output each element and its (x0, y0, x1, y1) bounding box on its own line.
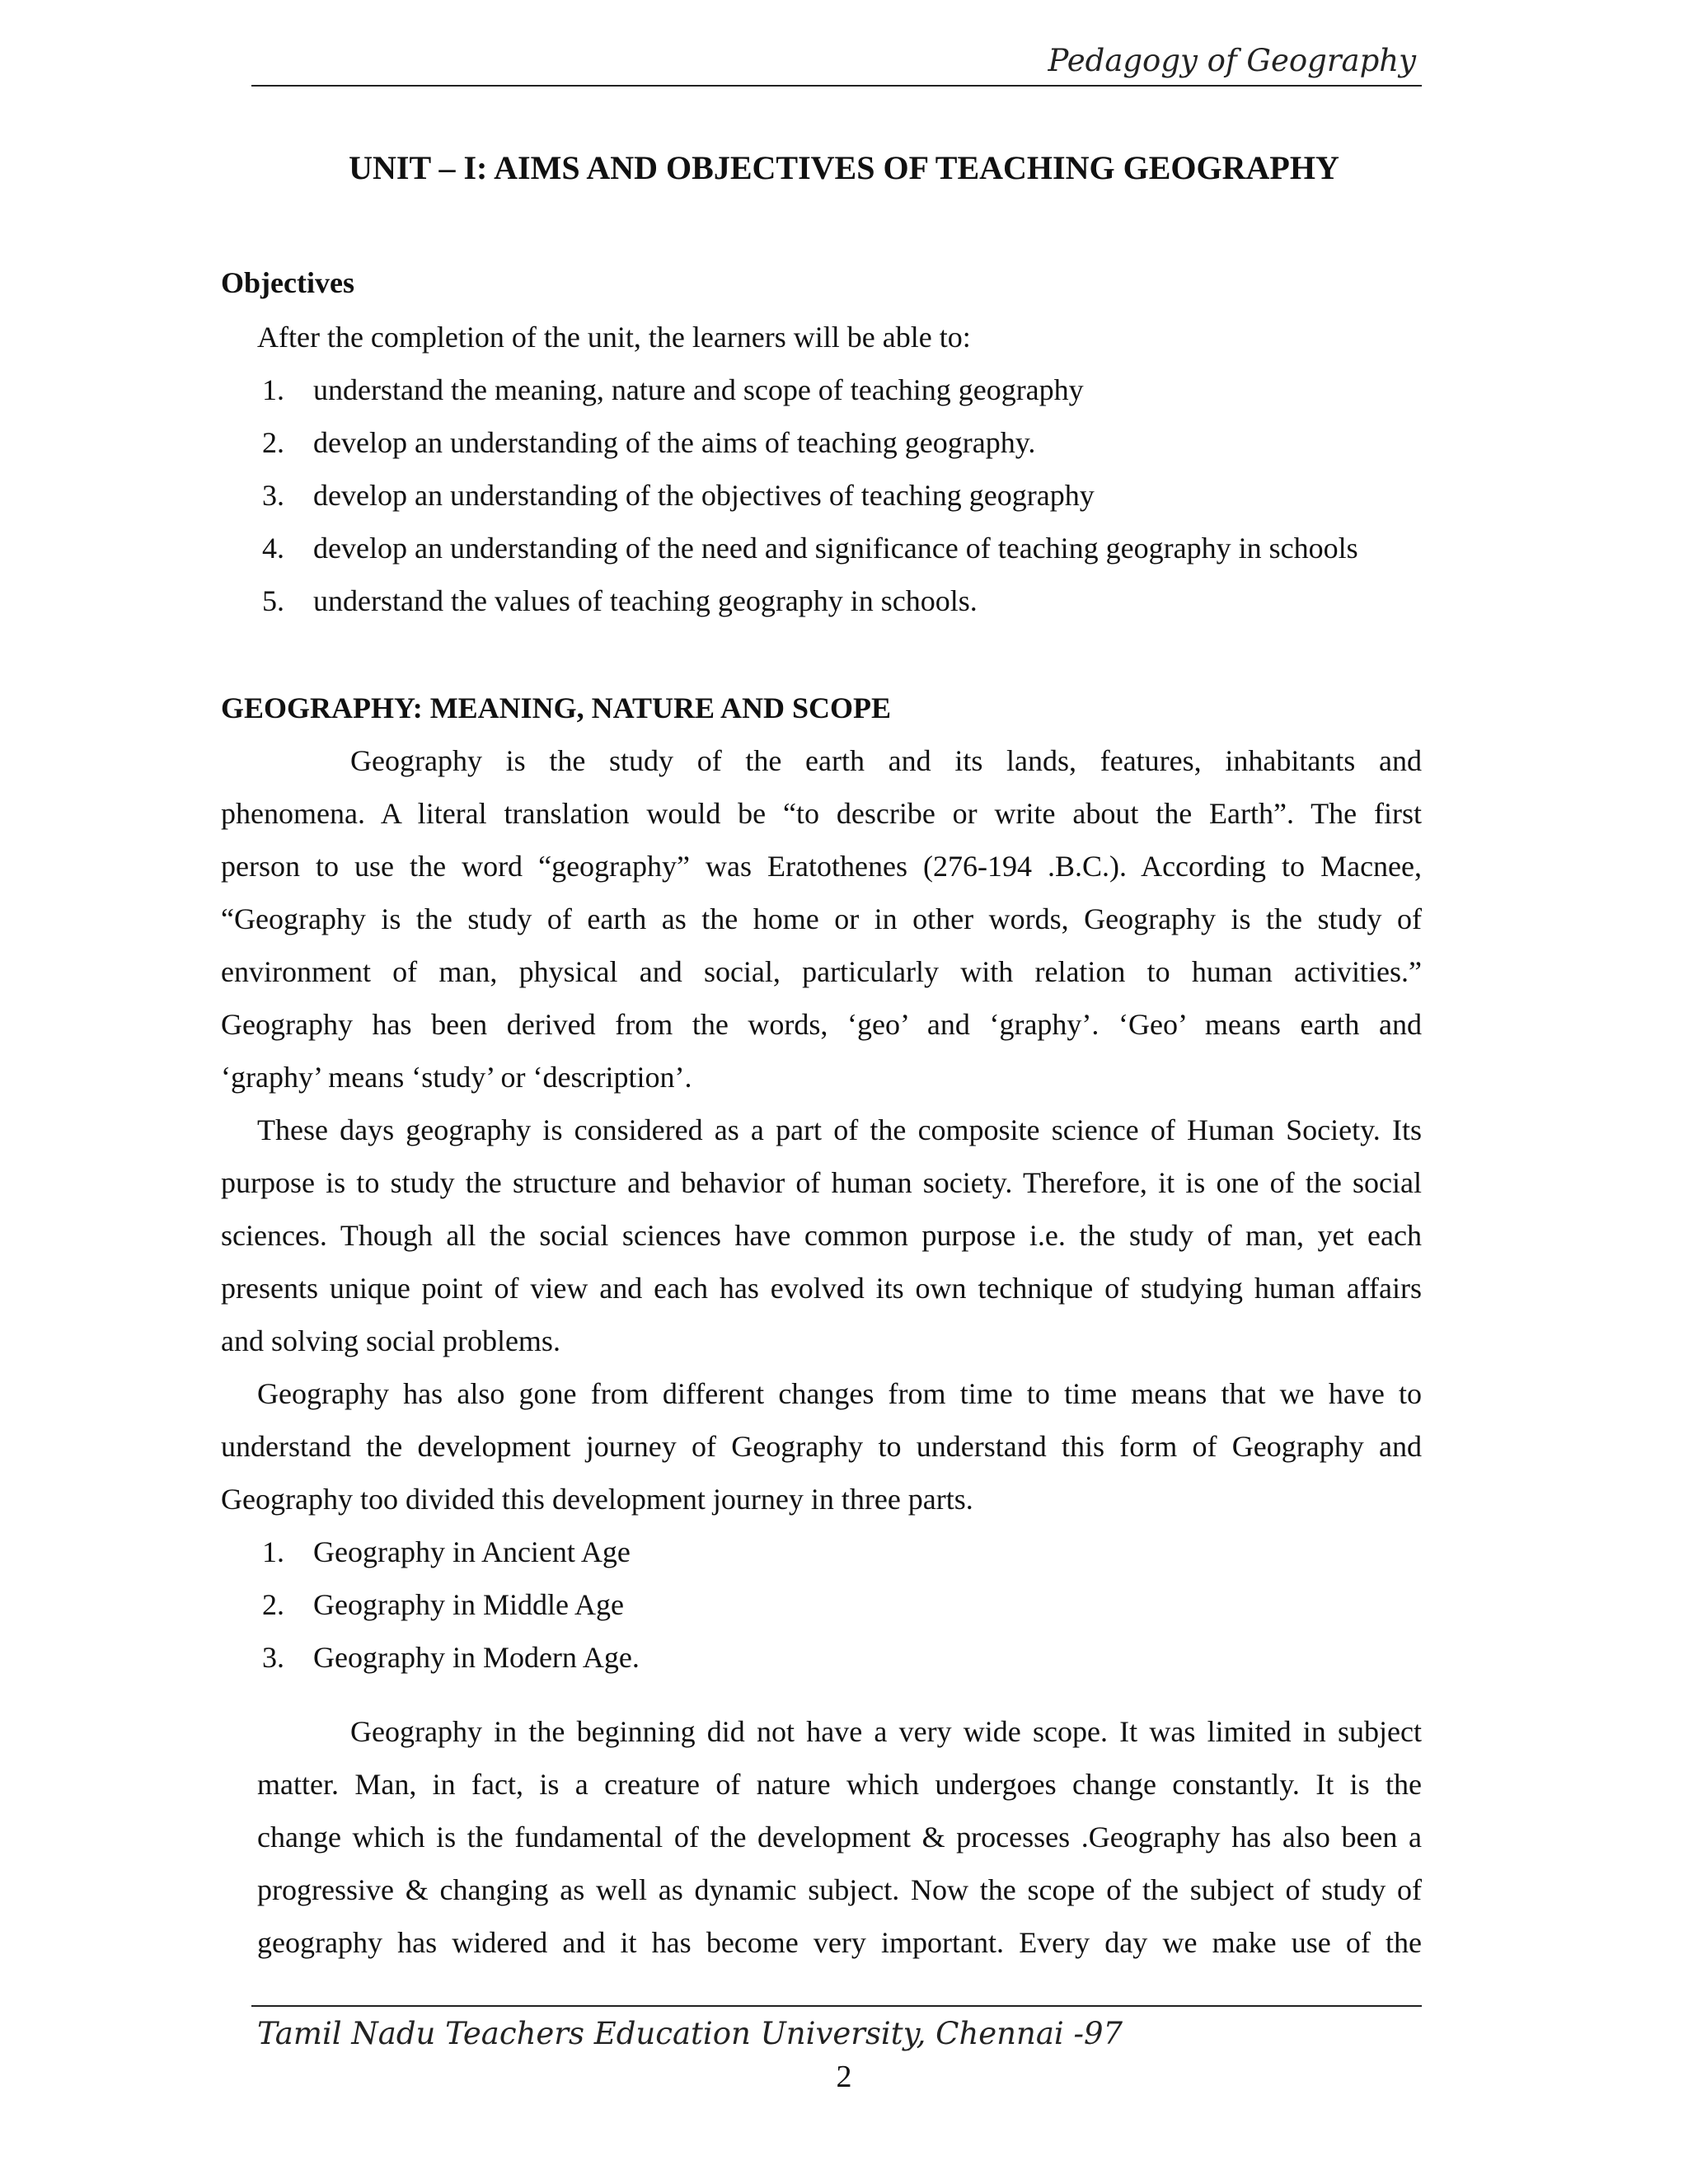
paragraph-line: understand the development journey of Geography to understand this form of Geography and (221, 1430, 1422, 1463)
paragraph-line: phenomena. A literal translation would be “to describe or write about the Earth”. The first (221, 797, 1422, 830)
header-divider (251, 85, 1422, 87)
objective-item: 4. develop an understanding of the need and significance of teaching geography in schools (262, 532, 1358, 565)
paragraph-line: environment of man, physical and social, particularly with relation to human activities.” (221, 955, 1422, 988)
paragraph-line: “Geography is the study of earth as the home or in other words, Geography is the study of (221, 902, 1422, 935)
paragraph-line: Geography has been derived from the words, ‘geo’ and ‘graphy’. ‘Geo’ means earth and (221, 1008, 1422, 1041)
objectives-heading: Objectives (221, 266, 354, 299)
paragraph-line: These days geography is considered as a part of the composite science of Human Society. Its (257, 1113, 1422, 1146)
paragraph-line: presents unique point of view and each has evolved its own technique of studying human affairs (221, 1272, 1422, 1305)
page-number: 2 (836, 2060, 852, 2094)
paragraph-line: progressive & changing as well as dynamic subject. Now the scope of the subject of study of (257, 1873, 1422, 1906)
paragraph-line: purpose is to study the structure and behavior of human society. Therefore, it is one of the social (221, 1166, 1422, 1199)
objective-item: 3. develop an understanding of the objectives of teaching geography (262, 479, 1095, 512)
paragraph-line: and solving social problems. (221, 1324, 560, 1357)
paragraph-line: Geography in the beginning did not have a very wide scope. It was limited in subject (350, 1715, 1422, 1748)
section-heading: GEOGRAPHY: MEANING, NATURE AND SCOPE (221, 691, 892, 724)
paragraph-line: sciences. Though all the social sciences have common purpose i.e. the study of man, yet each (221, 1219, 1422, 1252)
paragraph-line: Geography is the study of the earth and its lands, features, inhabitants and (350, 744, 1422, 777)
age-list-item: 1. Geography in Ancient Age (262, 1535, 631, 1568)
paragraph-line: geography has widered and it has become very important. Every day we make use of the (257, 1926, 1422, 1959)
paragraph-line: Geography too divided this development journey in three parts. (221, 1483, 973, 1516)
footer-divider (251, 2005, 1422, 2007)
age-list-item: 3. Geography in Modern Age. (262, 1641, 640, 1674)
paragraph-line: ‘graphy’ means ‘study’ or ‘description’. (221, 1061, 692, 1094)
objective-item: 2. develop an understanding of the aims of teaching geography. (262, 426, 1036, 459)
paragraph-line: person to use the word “geography” was Eratothenes (276-194 .B.C.). According to Macnee, (221, 850, 1422, 883)
objectives-intro: After the completion of the unit, the learners will be able to: (257, 321, 971, 354)
paragraph-line: Geography has also gone from different changes from time to time means that we have to (257, 1377, 1422, 1410)
running-header: Pedagogy of Geography (1048, 43, 1416, 78)
age-list-item: 2. Geography in Middle Age (262, 1588, 624, 1621)
footer-institution: Tamil Nadu Teachers Education University, Chennai -97 (257, 2016, 1123, 2051)
objective-item: 5. understand the values of teaching geography in schools. (262, 584, 978, 617)
paragraph-line: change which is the fundamental of the development & processes .Geography has also been a (257, 1821, 1422, 1854)
unit-title: UNIT – I: AIMS AND OBJECTIVES OF TEACHING GEOGRAPHY (349, 149, 1339, 186)
objective-item: 1. understand the meaning, nature and scope of teaching geography (262, 373, 1084, 406)
paragraph-line: matter. Man, in fact, is a creature of nature which undergoes change constantly. It is the (257, 1768, 1422, 1801)
